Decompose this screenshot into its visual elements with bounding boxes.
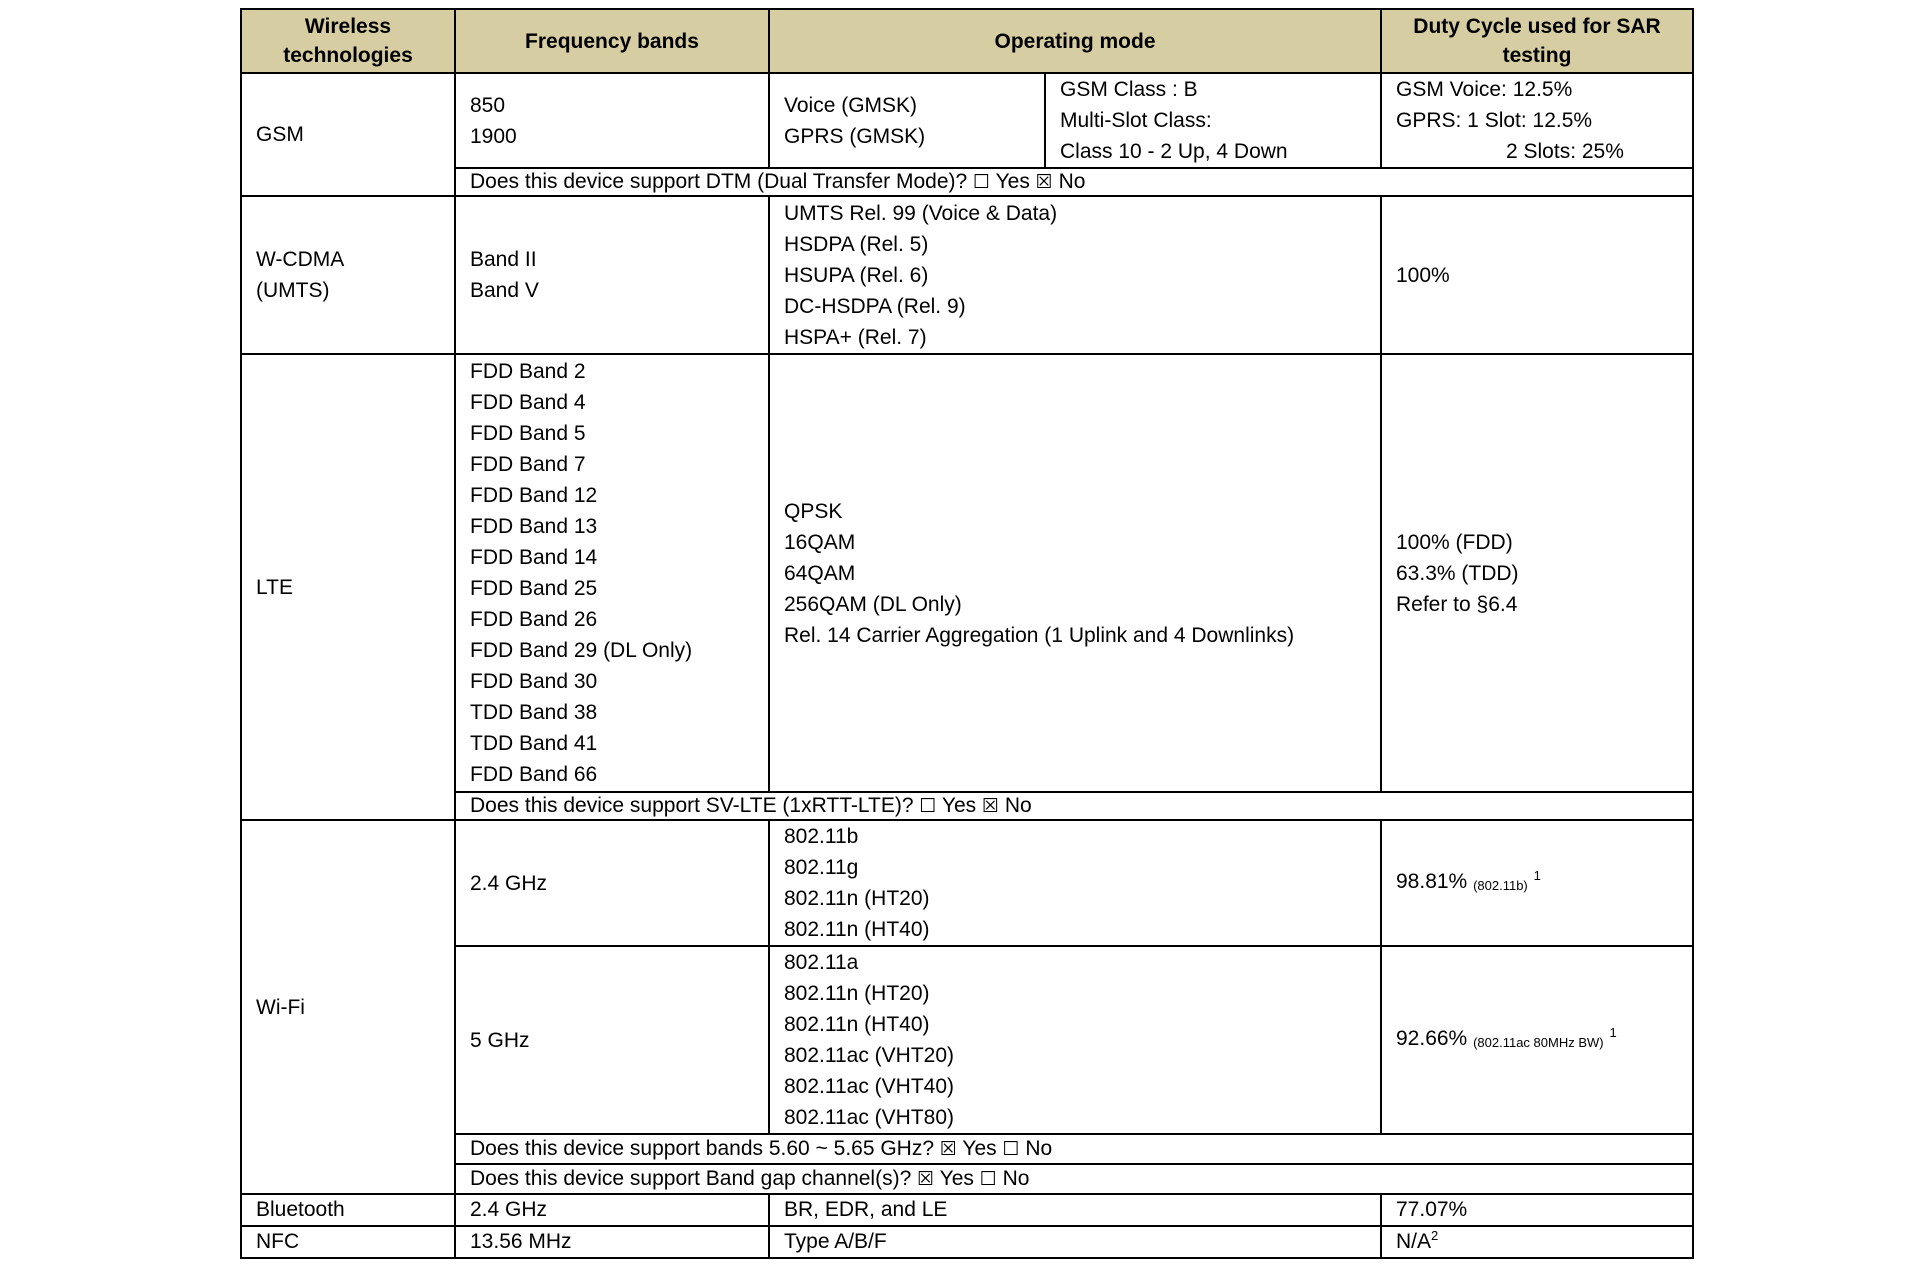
nfc-duty: N/A xyxy=(1396,1230,1432,1253)
wifi-5-mode: 802.11a xyxy=(784,951,859,974)
checkbox-checked-icon: ☒ xyxy=(939,1138,957,1160)
wcdma-row xyxy=(241,196,1693,354)
bluetooth-name: Bluetooth xyxy=(256,1198,345,1221)
lte-band: FDD Band 25 xyxy=(470,577,598,600)
checkbox-checked-icon: ☒ xyxy=(981,795,1000,817)
dtm-no-label: No xyxy=(1058,170,1086,193)
wifi-band-question: Does this device support bands 5.60 ~ 5.65 GHz? xyxy=(470,1137,935,1160)
wifi-name: Wi-Fi xyxy=(256,995,305,1019)
wifi-24-duty-cell xyxy=(1381,820,1693,946)
wifi-5-mode: 802.11n (HT20) xyxy=(784,982,930,1005)
wifi-gap-question: Does this device support Band gap channel(s)? xyxy=(470,1167,912,1190)
gsm-dtm-row xyxy=(241,168,1693,196)
gsm-tech-cell xyxy=(241,73,455,196)
gsm-band: 850 xyxy=(470,93,506,117)
wifi-24-band-cell xyxy=(455,820,769,946)
wifi-24-mode: 802.11b xyxy=(784,825,859,848)
lte-mode: QPSK xyxy=(784,499,843,523)
gsm-band: 1900 xyxy=(470,124,517,148)
wifi-5-mode: 802.11ac (VHT20) xyxy=(784,1044,955,1067)
header-row xyxy=(241,9,1693,73)
wifi-gap-yes-label: Yes xyxy=(939,1167,974,1190)
lte-band: FDD Band 4 xyxy=(470,391,586,414)
checkbox-unchecked-icon: ☐ xyxy=(919,795,937,817)
wcdma-mode: HSPA+ (Rel. 7) xyxy=(784,325,927,349)
gsm-class-line: GSM Class : B xyxy=(1060,78,1198,101)
wifi-band-question-row xyxy=(241,1134,1693,1164)
wcdma-mode: UMTS Rel. 99 (Voice & Data) xyxy=(784,201,1058,225)
nfc-duty-cell xyxy=(1381,1226,1693,1258)
wifi-tech-cell xyxy=(241,820,455,1194)
gsm-duty-line: GPRS: 1 Slot: 12.5% xyxy=(1396,109,1593,132)
gsm-class-line: Multi-Slot Class: xyxy=(1060,109,1212,132)
wcdma-mode: HSDPA (Rel. 5) xyxy=(784,232,929,256)
svlte-yes-label: Yes xyxy=(941,794,977,817)
wcdma-mode: HSUPA (Rel. 6) xyxy=(784,263,929,287)
nfc-mode: Type A/B/F xyxy=(784,1230,887,1253)
svlte-no-label: No xyxy=(1004,794,1032,817)
gsm-name: GSM xyxy=(256,123,304,146)
wifi-5-mode: 802.11n (HT40) xyxy=(784,1013,930,1036)
lte-mode: 16QAM xyxy=(784,530,856,554)
wifi-24-modes-cell xyxy=(769,820,1381,946)
header-duty-cycle: Duty Cycle used for SAR testing xyxy=(1381,9,1693,73)
gsm-duty-cell xyxy=(1381,73,1693,168)
wifi-24-band: 2.4 GHz xyxy=(470,871,548,895)
lte-band: FDD Band 29 (DL Only) xyxy=(470,639,693,662)
nfc-band-cell xyxy=(455,1226,769,1258)
gsm-bands-cell xyxy=(455,73,769,168)
lte-modes-cell xyxy=(769,354,1381,792)
lte-band: FDD Band 7 xyxy=(470,453,586,476)
wifi-5-duty-note: (802.11ac 80MHz BW) xyxy=(1473,1034,1604,1050)
wcdma-band: Band V xyxy=(470,279,539,302)
gsm-dtm-question-cell xyxy=(455,168,1693,196)
gsm-class-line: Class 10 - 2 Up, 4 Down xyxy=(1060,140,1288,163)
lte-band: FDD Band 2 xyxy=(470,360,586,383)
wifi-24-duty-note: (802.11b) xyxy=(1473,877,1528,893)
lte-svlte-question-cell xyxy=(455,792,1693,820)
bluetooth-row xyxy=(241,1194,1693,1226)
dtm-question: Does this device support DTM (Dual Transfer Mode)? xyxy=(470,170,968,193)
bluetooth-band: 2.4 GHz xyxy=(470,1198,548,1221)
lte-bands-cell xyxy=(455,354,769,792)
lte-band: FDD Band 30 xyxy=(470,670,598,693)
wifi-5-band-cell xyxy=(455,946,769,1134)
wifi-5-band: 5 GHz xyxy=(470,1028,530,1052)
nfc-tech-cell xyxy=(241,1226,455,1258)
lte-band: FDD Band 66 xyxy=(470,763,598,786)
wifi-5-duty: 92.66% xyxy=(1396,1026,1468,1050)
lte-mode: 64QAM xyxy=(784,561,856,585)
checkbox-unchecked-icon: ☐ xyxy=(979,1168,997,1190)
svlte-question: Does this device support SV-LTE (1xRTT-LTE)? xyxy=(470,794,914,817)
bluetooth-duty: 77.07% xyxy=(1396,1198,1468,1221)
checkbox-checked-icon: ☒ xyxy=(917,1168,935,1190)
nfc-mode-cell xyxy=(769,1226,1381,1258)
lte-mode: Rel. 14 Carrier Aggregation (1 Uplink and 4 Downlinks) xyxy=(784,623,1295,647)
bluetooth-band-cell xyxy=(455,1194,769,1226)
lte-duty-line: Refer to §6.4 xyxy=(1396,592,1518,616)
wifi-24-mode: 802.11g xyxy=(784,856,859,879)
wifi-5-duty-cell xyxy=(1381,946,1693,1134)
wcdma-name: W-CDMA xyxy=(256,248,345,271)
wifi-5-modes-cell xyxy=(769,946,1381,1134)
lte-band: FDD Band 14 xyxy=(470,546,598,569)
wcdma-tech-cell xyxy=(241,196,455,354)
lte-duty-line: 63.3% (TDD) xyxy=(1396,561,1519,585)
lte-band: TDD Band 38 xyxy=(470,701,598,724)
bluetooth-duty-cell xyxy=(1381,1194,1693,1226)
gsm-duty-line: 2 Slots: 25% xyxy=(1506,140,1624,163)
wifi-24-duty: 98.81% xyxy=(1396,869,1468,893)
wcdma-duty: 100% xyxy=(1396,263,1450,287)
wifi-gap-question-row xyxy=(241,1164,1693,1194)
wifi-5-mode: 802.11ac (VHT40) xyxy=(784,1075,955,1098)
dtm-yes-label: Yes xyxy=(995,170,1030,193)
wifi-24-footnote: 1 xyxy=(1533,867,1541,883)
wcdma-bands-cell xyxy=(455,196,769,354)
header-frequency-bands: Frequency bands xyxy=(455,9,769,73)
wifi-gap-no-label: No xyxy=(1002,1167,1030,1190)
checkbox-unchecked-icon: ☐ xyxy=(1002,1138,1020,1160)
lte-mode: 256QAM (DL Only) xyxy=(784,592,962,616)
wifi-gap-question-cell xyxy=(455,1164,1693,1194)
wcdma-mode: DC-HSDPA (Rel. 9) xyxy=(784,294,966,318)
checkbox-checked-icon: ☒ xyxy=(1035,171,1053,193)
gsm-duty-line: GSM Voice: 12.5% xyxy=(1396,78,1573,101)
lte-name: LTE xyxy=(256,575,293,599)
lte-band: FDD Band 12 xyxy=(470,484,598,507)
nfc-name: NFC xyxy=(256,1230,300,1253)
header-operating-mode: Operating mode xyxy=(769,9,1381,73)
wifi-band-question-cell xyxy=(455,1134,1693,1164)
nfc-footnote: 2 xyxy=(1431,1228,1439,1243)
gsm-class-cell xyxy=(1045,73,1381,168)
wifi-24-mode: 802.11n (HT40) xyxy=(784,918,930,941)
wcdma-band: Band II xyxy=(470,248,537,271)
lte-band: FDD Band 26 xyxy=(470,608,598,631)
lte-band: FDD Band 13 xyxy=(470,515,598,538)
wcdma-duty-cell xyxy=(1381,196,1693,354)
nfc-row xyxy=(241,1226,1693,1258)
lte-duty-cell xyxy=(1381,354,1693,792)
wifi-24-mode: 802.11n (HT20) xyxy=(784,887,930,910)
wcdma-modes-cell xyxy=(769,196,1381,354)
nfc-band: 13.56 MHz xyxy=(470,1230,572,1253)
wifi-band-yes-label: Yes xyxy=(962,1137,997,1160)
gsm-mode: Voice (GMSK) xyxy=(784,93,918,117)
wifi-24-row xyxy=(241,820,1693,946)
lte-row xyxy=(241,354,1693,792)
bluetooth-tech-cell xyxy=(241,1194,455,1226)
gsm-mode: GPRS (GMSK) xyxy=(784,124,926,148)
lte-tech-cell xyxy=(241,354,455,820)
wcdma-name: (UMTS) xyxy=(256,279,330,302)
header-wireless-technologies: Wireless technologies xyxy=(241,9,455,73)
wifi-5-row xyxy=(241,946,1693,1134)
checkbox-unchecked-icon: ☐ xyxy=(973,171,991,193)
lte-band: TDD Band 41 xyxy=(470,732,598,755)
bluetooth-mode: BR, EDR, and LE xyxy=(784,1198,948,1221)
wireless-technologies-table xyxy=(240,8,1694,1259)
lte-band: FDD Band 5 xyxy=(470,422,586,445)
wifi-5-mode: 802.11ac (VHT80) xyxy=(784,1106,955,1129)
bluetooth-mode-cell xyxy=(769,1194,1381,1226)
lte-duty-line: 100% (FDD) xyxy=(1396,530,1513,554)
gsm-row xyxy=(241,73,1693,168)
gsm-modes-cell xyxy=(769,73,1045,168)
lte-svlte-row xyxy=(241,792,1693,820)
wifi-5-footnote: 1 xyxy=(1609,1024,1617,1040)
wifi-band-no-label: No xyxy=(1025,1137,1053,1160)
